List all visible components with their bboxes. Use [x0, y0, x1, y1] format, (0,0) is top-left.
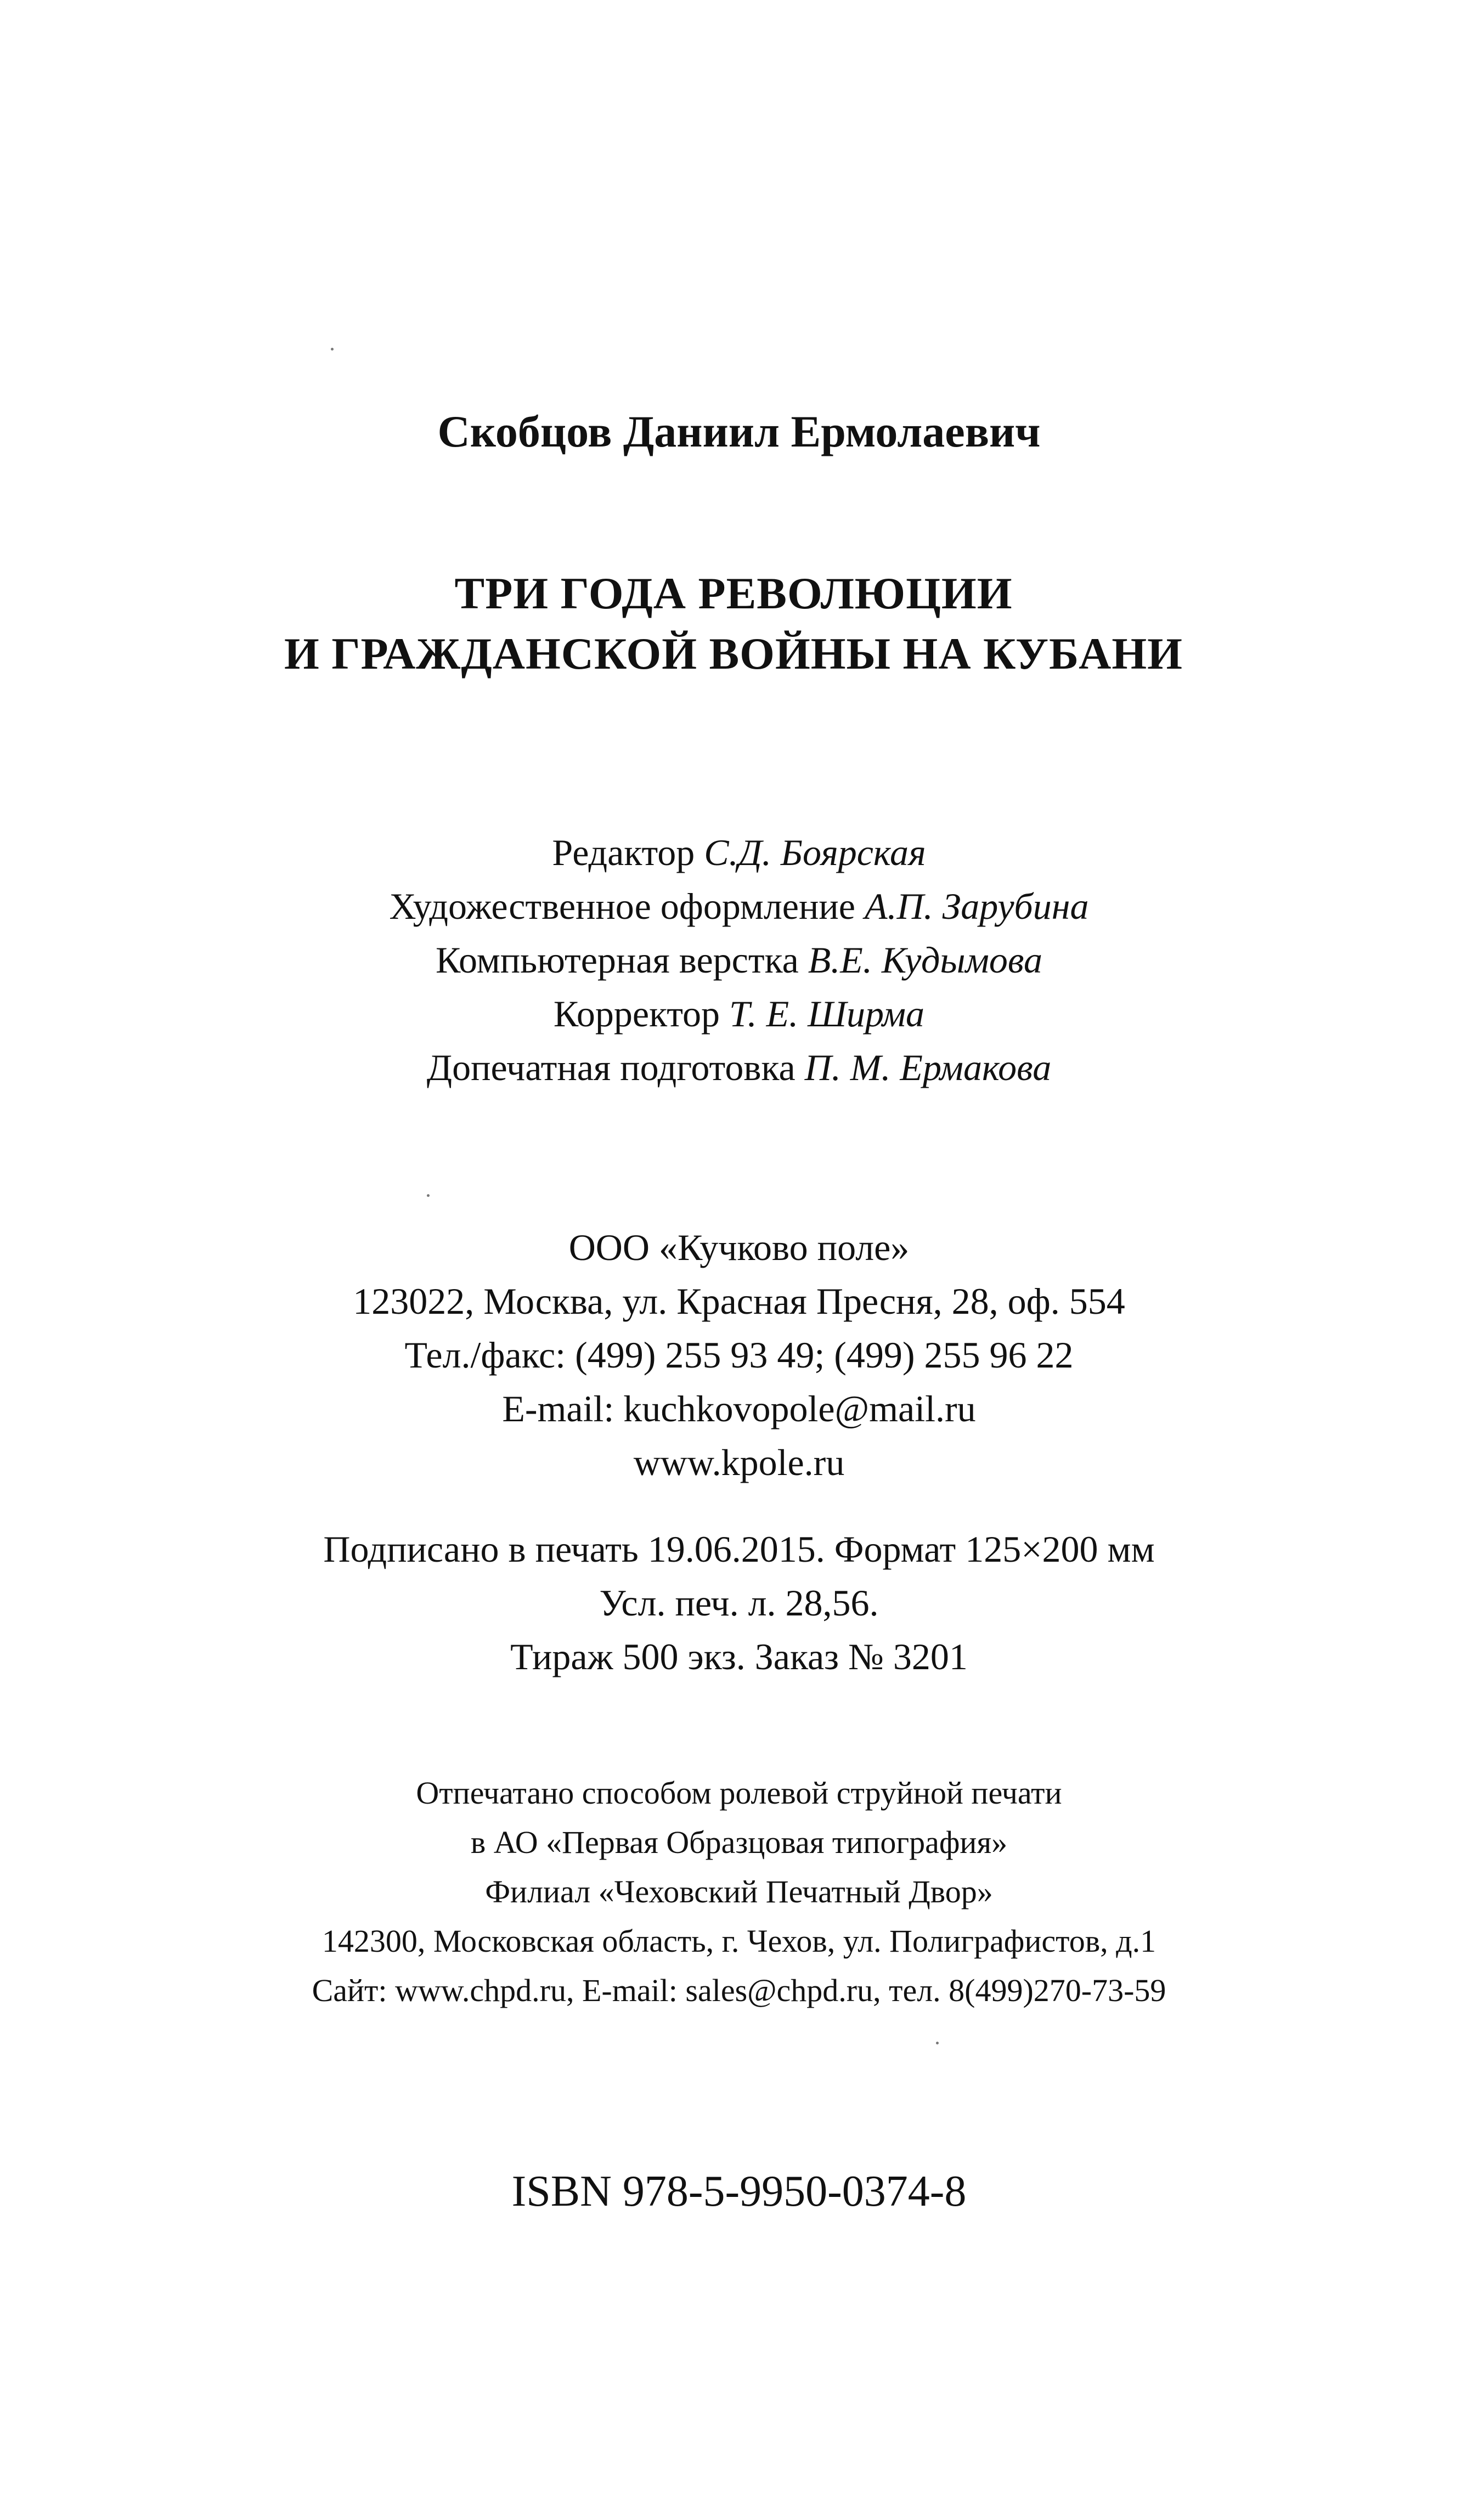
printer-method: Отпечатано способом ролевой струйной печати [416, 1775, 1062, 1811]
author-name: Скобцов Даниил Ермолаевич [437, 406, 1041, 456]
credit-person: С.Д. Боярская [704, 832, 926, 873]
publisher-email: E-mail: kuchkovopole@mail.ru [502, 1388, 976, 1429]
printer-company: в АО «Первая Образцовая типография» [470, 1824, 1008, 1860]
publisher-website: www.kpole.ru [633, 1442, 845, 1483]
isbn: ISBN 978-5-9950-0374-8 [511, 2167, 967, 2216]
print-run-order: Тираж 500 экз. Заказ № 3201 [510, 1636, 968, 1677]
printer-address: 142300, Московская область, г. Чехов, ул. Полиграфистов, д.1 [321, 1923, 1157, 1959]
credit-proofreader [0, 993, 1478, 1035]
printer-branch: Филиал «Чеховский Печатный Двор» [485, 1874, 993, 1909]
print-speck [331, 348, 334, 351]
credit-layout [0, 941, 1478, 979]
credit-role: Допечатная подготовка [426, 1047, 796, 1088]
credit-editor [0, 834, 1478, 871]
credit-art-design [0, 885, 1478, 927]
credit-role: Корректор [553, 993, 720, 1035]
credit-role: Редактор [552, 832, 695, 873]
print-speck [936, 2042, 939, 2044]
print-speck [427, 1194, 430, 1197]
credit-person: Т. Е. Ширма [729, 993, 925, 1035]
credit-prepress [0, 1049, 1478, 1086]
credit-role: Художественное оформление [389, 885, 855, 927]
credit-person: П. М. Ермакова [804, 1047, 1052, 1088]
print-sheets: Усл. печ. л. 28,56. [599, 1582, 879, 1624]
book-title-line-1: ТРИ ГОДА РЕВОЛЮЦИИ [454, 568, 1013, 618]
publisher-phone: Тел./факс: (499) 255 93 49; (499) 255 96 22 [404, 1334, 1074, 1376]
publisher-name: ООО «Кучково поле» [568, 1227, 910, 1268]
publisher-address: 123022, Москва, ул. Красная Пресня, 28, оф. 554 [353, 1280, 1125, 1322]
print-signed-format: Подписано в печать 19.06.2015. Формат 125×200 мм [323, 1528, 1155, 1570]
credit-person: В.Е. Кудымова [808, 939, 1042, 981]
credit-role: Компьютерная верстка [436, 939, 799, 981]
credit-person: А.П. Зарубина [864, 885, 1089, 927]
printer-contacts: Сайт: www.chpd.ru, E-mail: sales@chpd.ru, тел. 8(499)270-73-59 [312, 1973, 1166, 2008]
book-title-line-2: И ГРАЖДАНСКОЙ ВОЙНЫ НА КУБАНИ [284, 629, 1183, 679]
